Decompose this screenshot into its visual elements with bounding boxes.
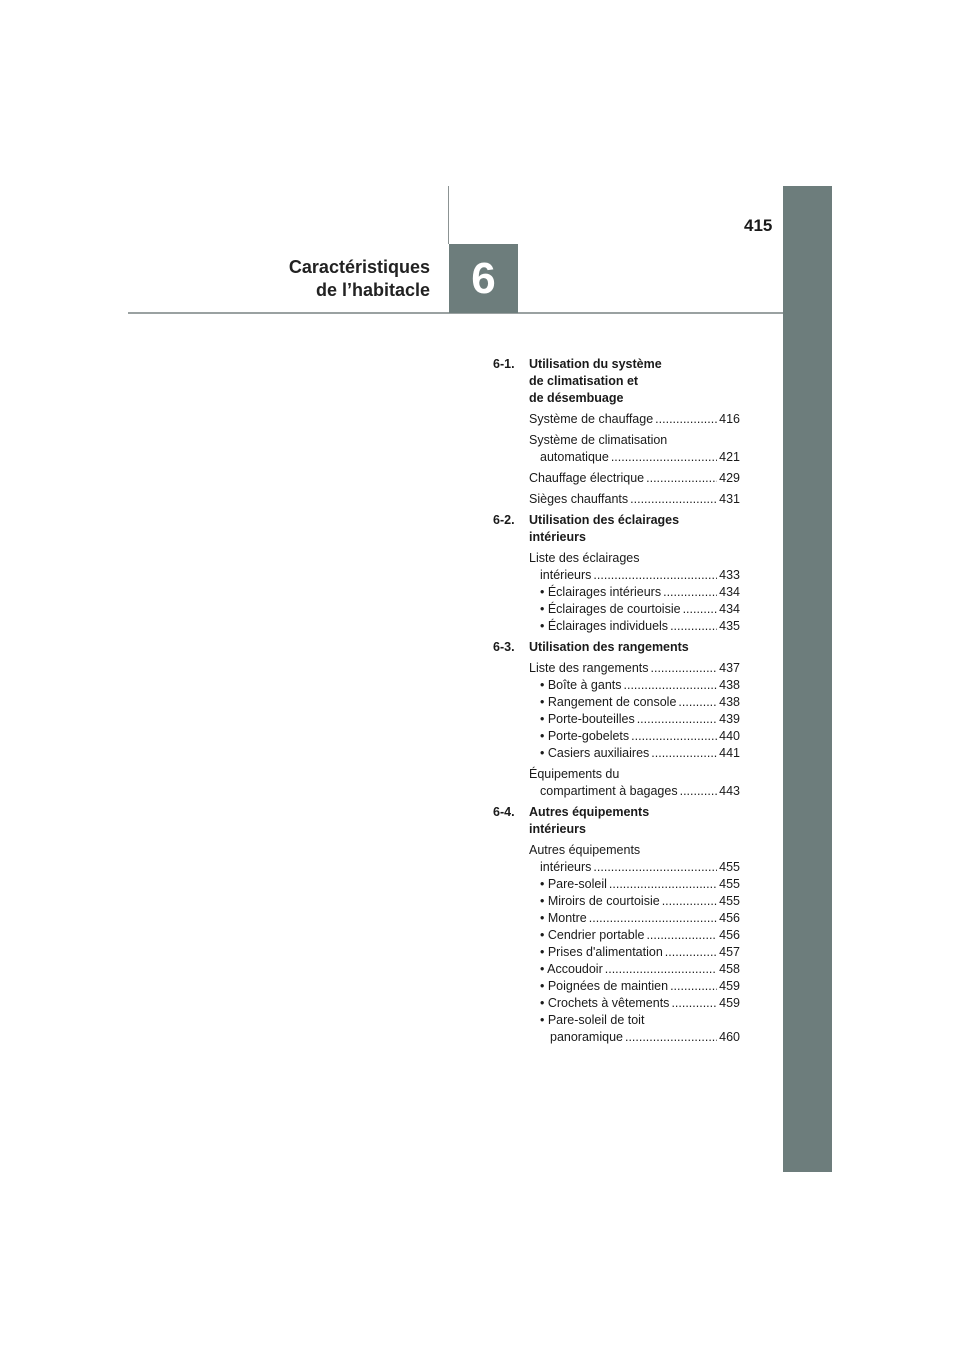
section-title: Utilisation des éclairages intérieurs bbox=[529, 513, 680, 544]
dot-leader bbox=[651, 745, 717, 762]
entry-page-number: 434 bbox=[719, 585, 740, 599]
toc-line bbox=[529, 745, 740, 762]
dot-leader bbox=[637, 711, 717, 728]
entry-page-number: 433 bbox=[719, 568, 740, 582]
entry-text: • Éclairages individuels bbox=[540, 619, 669, 633]
dot-leader bbox=[680, 783, 718, 800]
entry-text: Système de chauffage bbox=[529, 412, 654, 426]
dot-leader bbox=[671, 995, 717, 1012]
entry-text: • Pare-soleil bbox=[540, 877, 607, 891]
toc-line bbox=[529, 876, 740, 893]
toc-entry[interactable] bbox=[529, 766, 740, 800]
toc-line bbox=[529, 601, 740, 618]
dot-leader bbox=[624, 677, 718, 694]
entry-text: • Crochets à vêtements bbox=[540, 996, 670, 1010]
entry-page-number: 459 bbox=[719, 979, 740, 993]
dot-leader bbox=[611, 449, 717, 466]
section-heading bbox=[493, 804, 740, 838]
toc-section bbox=[493, 639, 740, 800]
entry-page-number: 460 bbox=[719, 1030, 740, 1044]
entry-page-number: 421 bbox=[719, 450, 740, 464]
toc-line bbox=[529, 961, 740, 978]
dot-leader bbox=[662, 893, 717, 910]
dot-leader bbox=[609, 876, 717, 893]
entry-text: • Montre bbox=[540, 911, 587, 925]
toc-line bbox=[529, 927, 740, 944]
entry-page-number: 416 bbox=[719, 412, 740, 426]
dot-leader bbox=[663, 584, 717, 601]
chapter-number-box bbox=[449, 244, 518, 313]
section-title: Utilisation du système de climatisation et de désembuage bbox=[529, 357, 662, 405]
toc-line bbox=[529, 728, 740, 745]
section-title: Autres équipements intérieurs bbox=[529, 805, 650, 836]
entry-page-number: 455 bbox=[719, 894, 740, 908]
toc-entry[interactable] bbox=[529, 660, 740, 762]
entry-page-number: 455 bbox=[719, 860, 740, 874]
toc-line bbox=[529, 1012, 740, 1029]
entry-text: Système de climatisation bbox=[529, 433, 668, 447]
entry-text: • Casiers auxiliaires bbox=[540, 746, 650, 760]
toc-entry[interactable] bbox=[529, 432, 740, 466]
dot-leader bbox=[655, 411, 717, 428]
dot-leader bbox=[651, 660, 718, 677]
toc-line bbox=[529, 660, 740, 677]
dot-leader bbox=[589, 910, 717, 927]
entry-text: • Boîte à gants bbox=[540, 678, 622, 692]
entry-page-number: 438 bbox=[719, 678, 740, 692]
dot-leader bbox=[646, 927, 717, 944]
entry-text: intérieurs bbox=[540, 860, 592, 874]
dot-leader bbox=[646, 470, 717, 487]
toc-line bbox=[529, 978, 740, 995]
entry-page-number: 457 bbox=[719, 945, 740, 959]
entry-page-number: 456 bbox=[719, 911, 740, 925]
dot-leader bbox=[678, 694, 717, 711]
toc-line bbox=[529, 449, 740, 466]
entry-page-number: 431 bbox=[719, 492, 740, 506]
toc-line bbox=[529, 893, 740, 910]
entry-page-number: 439 bbox=[719, 712, 740, 726]
section-number: 6-2. bbox=[493, 513, 515, 527]
toc-line bbox=[529, 766, 740, 783]
entry-text: • Rangement de console bbox=[540, 695, 677, 709]
toc-line bbox=[529, 711, 740, 728]
section-title: Utilisation des rangements bbox=[529, 640, 689, 654]
dot-leader bbox=[665, 944, 717, 961]
toc-line bbox=[529, 694, 740, 711]
toc-line bbox=[529, 677, 740, 694]
chapter-number: 6 bbox=[471, 253, 496, 303]
dot-leader bbox=[631, 728, 717, 745]
toc-entry[interactable] bbox=[529, 411, 740, 428]
entry-text: • Cendrier portable bbox=[540, 928, 645, 942]
section-heading bbox=[493, 512, 740, 546]
entry-text: automatique bbox=[540, 450, 609, 464]
chapter-title-line2: de l’habitacle bbox=[315, 280, 430, 300]
section-number: 6-3. bbox=[493, 640, 515, 654]
toc-line bbox=[529, 411, 740, 428]
entry-page-number: 435 bbox=[719, 619, 740, 633]
dot-leader bbox=[630, 491, 717, 508]
toc-line bbox=[529, 491, 740, 508]
entry-page-number: 437 bbox=[719, 661, 740, 675]
dot-leader bbox=[593, 567, 717, 584]
entry-text: Liste des rangements bbox=[529, 661, 649, 675]
dot-leader bbox=[670, 978, 717, 995]
section-heading bbox=[493, 356, 740, 407]
entry-text: • Pare-soleil de toit bbox=[540, 1013, 645, 1027]
chapter-title-line1: Caractéristiques bbox=[288, 257, 430, 277]
entry-text: panoramique bbox=[550, 1030, 623, 1044]
entry-page-number: 440 bbox=[719, 729, 740, 743]
dot-leader bbox=[683, 601, 718, 618]
toc-entry[interactable] bbox=[529, 550, 740, 635]
toc-line bbox=[529, 944, 740, 961]
toc-entry[interactable] bbox=[529, 491, 740, 508]
entry-page-number: 434 bbox=[719, 602, 740, 616]
toc-line bbox=[529, 567, 740, 584]
entry-text: • Miroirs de courtoisie bbox=[540, 894, 660, 908]
entry-text: compartiment à bagages bbox=[540, 784, 678, 798]
dot-leader bbox=[593, 859, 717, 876]
dot-leader bbox=[605, 961, 717, 978]
entry-page-number: 456 bbox=[719, 928, 740, 942]
toc-line bbox=[529, 432, 740, 449]
toc-line bbox=[529, 995, 740, 1012]
toc-section bbox=[493, 512, 740, 635]
chapter-side-tab bbox=[783, 186, 832, 1172]
entry-text: • Éclairages de courtoisie bbox=[540, 602, 681, 616]
entry-page-number: 459 bbox=[719, 996, 740, 1010]
section-number: 6-4. bbox=[493, 805, 515, 819]
entry-text: Équipements du bbox=[529, 767, 620, 781]
entry-page-number: 455 bbox=[719, 877, 740, 891]
toc-line bbox=[529, 618, 740, 635]
toc-line bbox=[529, 550, 740, 567]
toc-entry[interactable] bbox=[529, 842, 740, 1046]
dot-leader bbox=[670, 618, 717, 635]
entry-page-number: 458 bbox=[719, 962, 740, 976]
entry-text: • Porte-bouteilles bbox=[540, 712, 635, 726]
toc-line bbox=[529, 783, 740, 800]
toc-section bbox=[493, 804, 740, 1046]
dot-leader bbox=[625, 1029, 717, 1046]
table-of-contents bbox=[493, 356, 740, 1050]
entry-page-number: 438 bbox=[719, 695, 740, 709]
toc-entry[interactable] bbox=[529, 470, 740, 487]
entry-text: • Éclairages intérieurs bbox=[540, 585, 662, 599]
toc-line bbox=[529, 842, 740, 859]
entry-page-number: 441 bbox=[719, 746, 740, 760]
entry-text: • Porte-gobelets bbox=[540, 729, 630, 743]
chapter-title bbox=[289, 256, 430, 302]
page-number: 415 bbox=[744, 216, 773, 235]
section-heading bbox=[493, 639, 740, 656]
entry-text: Liste des éclairages bbox=[529, 551, 640, 565]
toc-line bbox=[529, 859, 740, 876]
toc-section bbox=[493, 356, 740, 508]
entry-text: • Prises d'alimentation bbox=[540, 945, 663, 959]
section-number: 6-1. bbox=[493, 357, 515, 371]
entry-text: Sièges chauffants bbox=[529, 492, 629, 506]
toc-line bbox=[529, 1029, 740, 1046]
toc-line bbox=[529, 910, 740, 927]
entry-text: • Accoudoir bbox=[540, 962, 603, 976]
entry-text: • Poignées de maintien bbox=[540, 979, 669, 993]
entry-text: intérieurs bbox=[540, 568, 592, 582]
entry-text: Chauffage électrique bbox=[529, 471, 645, 485]
entry-text: Autres équipements bbox=[529, 843, 641, 857]
entry-page-number: 429 bbox=[719, 471, 740, 485]
toc-line bbox=[529, 470, 740, 487]
entry-page-number: 443 bbox=[719, 784, 740, 798]
toc-line bbox=[529, 584, 740, 601]
header-vertical-rule bbox=[448, 186, 449, 244]
